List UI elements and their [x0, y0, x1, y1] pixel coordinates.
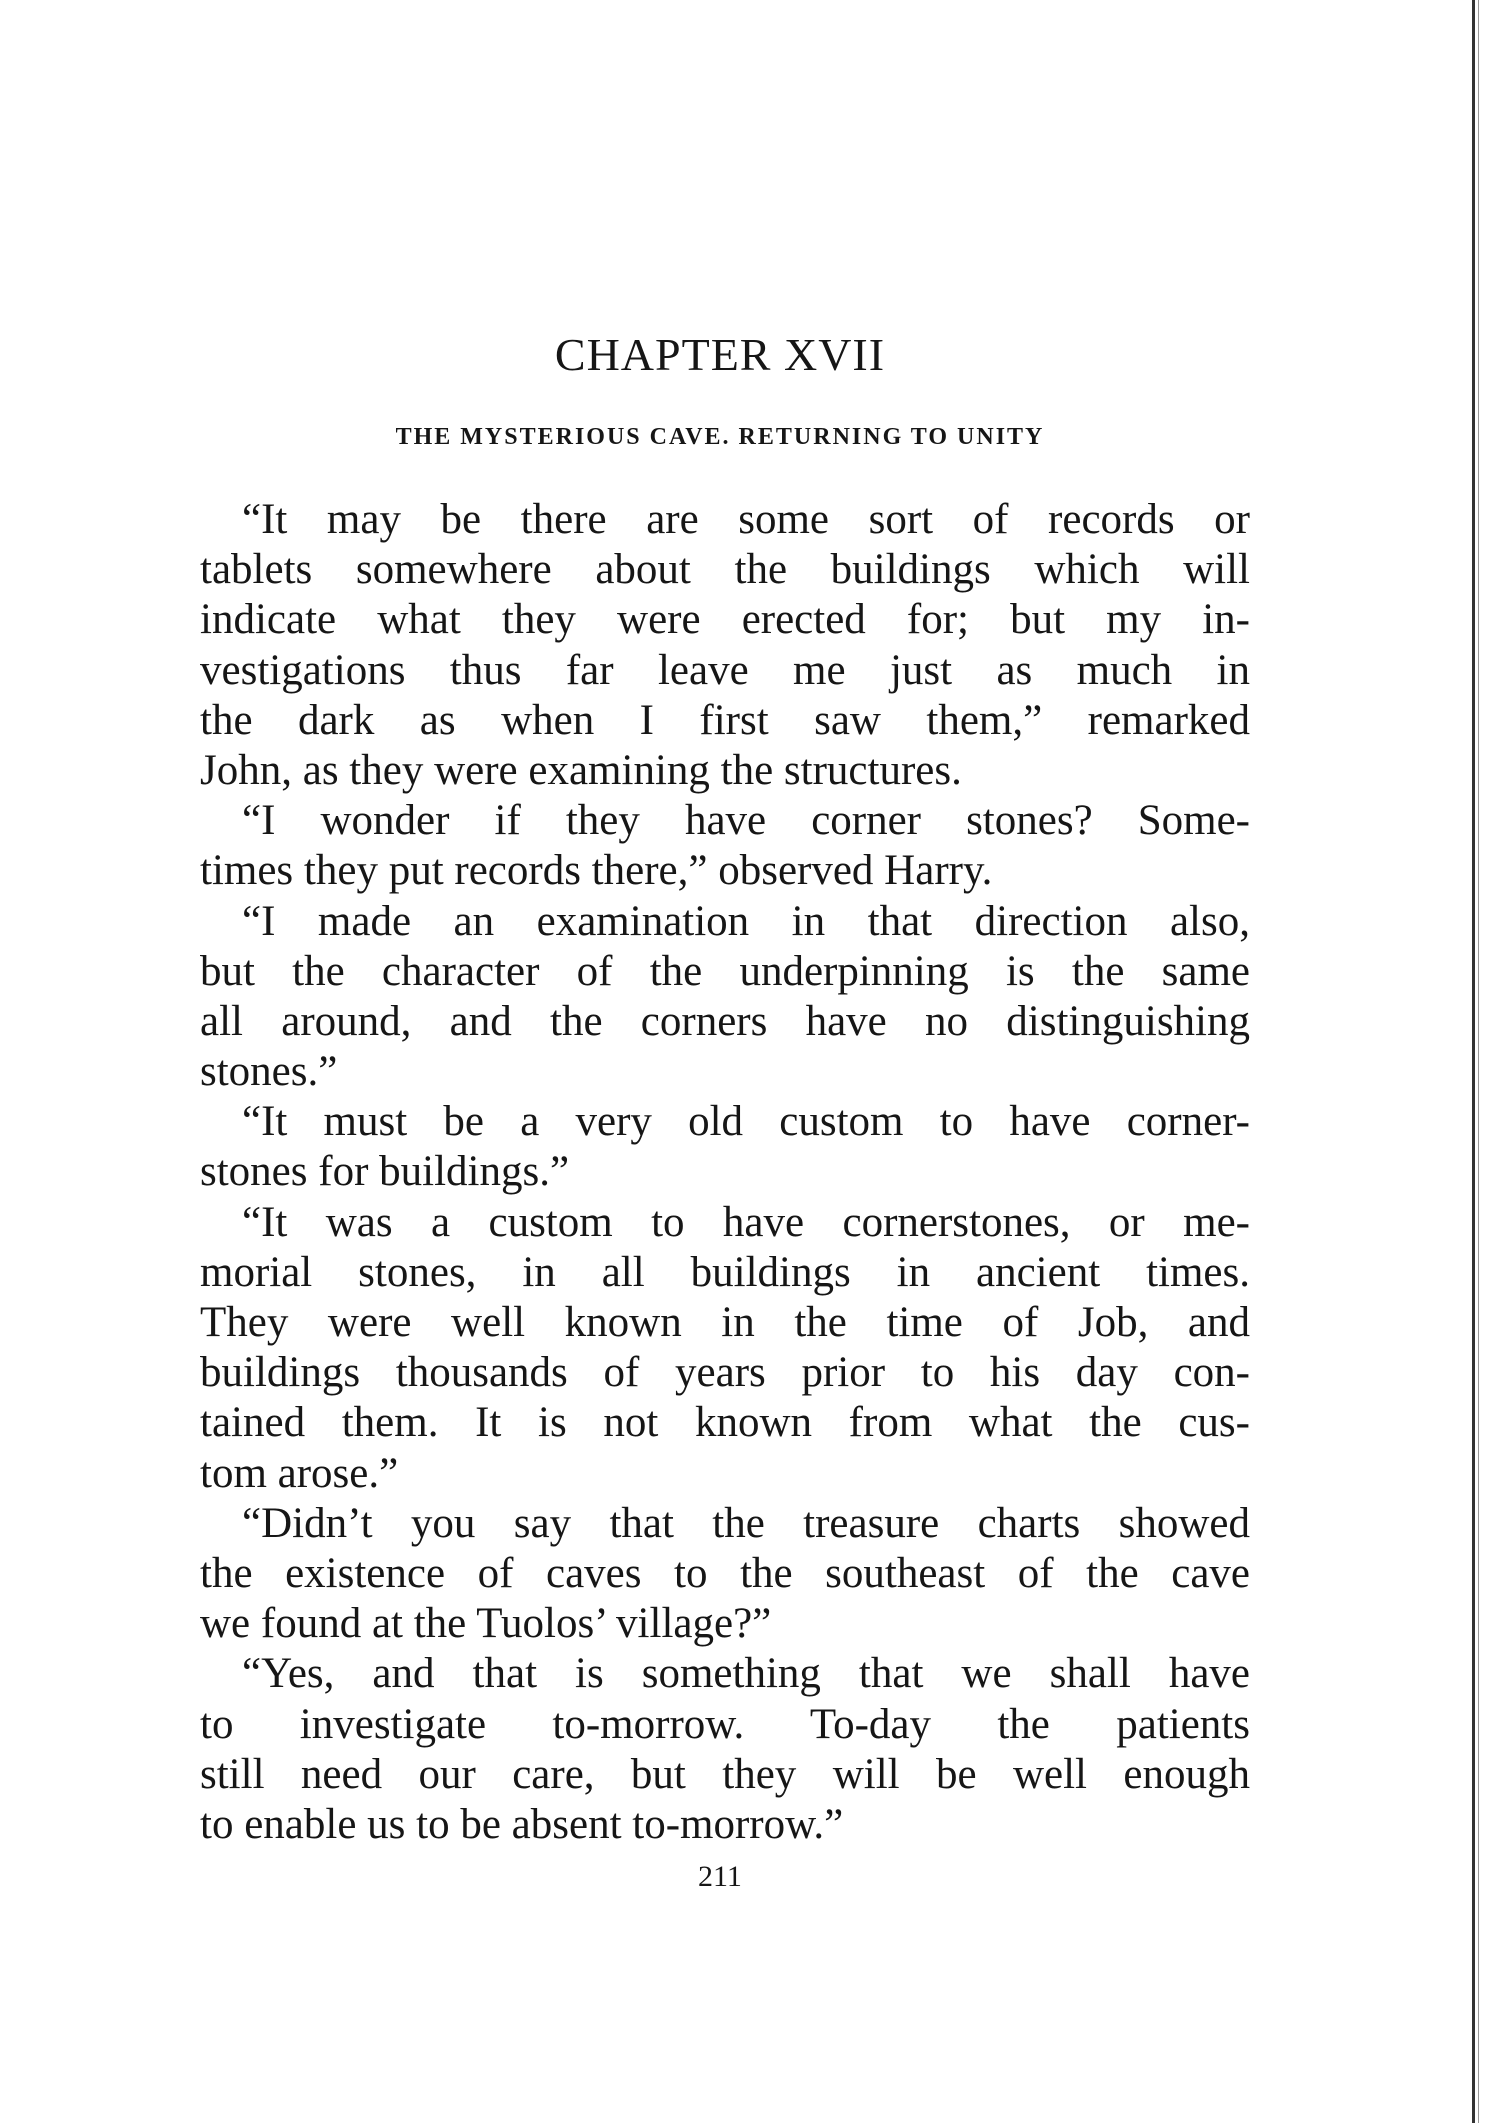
- text-line: tom arose.”: [200, 1449, 399, 1497]
- page-edge-line: [1472, 0, 1475, 2123]
- text-line: “Yes, and that is something that we shall have: [242, 1650, 1250, 1698]
- text-line: tablets somewhere about the buildings which will: [200, 546, 1250, 594]
- text-line: morial stones, in all buildings in ancient times.: [200, 1248, 1250, 1296]
- text-line: vestigations thus far leave me just as much in: [200, 646, 1250, 694]
- text-line: tained them. It is not known from what the cus-: [200, 1399, 1250, 1447]
- text-line: “It must be a very old custom to have corner-: [242, 1098, 1250, 1146]
- text-line: stones.”: [200, 1048, 338, 1096]
- text-line: “It was a custom to have cornerstones, or me-: [242, 1198, 1250, 1246]
- text-line: to investigate to-morrow. To-day the patients: [200, 1700, 1250, 1748]
- text-line: buildings thousands of years prior to his day con-: [200, 1349, 1250, 1397]
- text-line: “I made an examination in that direction also,: [242, 897, 1250, 945]
- text-line: They were well known in the time of Job, and: [200, 1299, 1250, 1346]
- text-line: stones for buildings.”: [200, 1148, 570, 1196]
- text-line: the existence of caves to the southeast of the cave: [200, 1549, 1250, 1597]
- page-number: 211: [698, 1860, 742, 1893]
- text-line: John, as they were examining the structures.: [200, 746, 962, 794]
- page-edge-line-thin: [1478, 0, 1479, 2123]
- text-line: “I wonder if they have corner stones? Some-: [242, 797, 1250, 845]
- text-line: we found at the Tuolos’ village?”: [200, 1600, 772, 1648]
- text-line: indicate what they were erected for; but my in-: [200, 596, 1250, 644]
- text-line: “It may be there are some sort of records or: [242, 496, 1250, 543]
- chapter-title: CHAPTER XVII: [554, 329, 886, 380]
- text-line: still need our care, but they will be well enough: [200, 1750, 1250, 1798]
- text-line: “Didn’t you say that the treasure charts showed: [242, 1499, 1250, 1547]
- text-line: all around, and the corners have no distinguishing: [200, 997, 1250, 1045]
- body-text: [200, 495, 1250, 1850]
- text-line: times they put records there,” observed Harry.: [200, 847, 993, 895]
- text-line: but the character of the underpinning is the same: [200, 947, 1250, 995]
- text-line: the dark as when I first saw them,” remarked: [200, 696, 1250, 744]
- text-line: to enable us to be absent to-morrow.”: [200, 1800, 844, 1848]
- chapter-subtitle: THE MYSTERIOUS CAVE. RETURNING TO UNITY: [395, 424, 1045, 450]
